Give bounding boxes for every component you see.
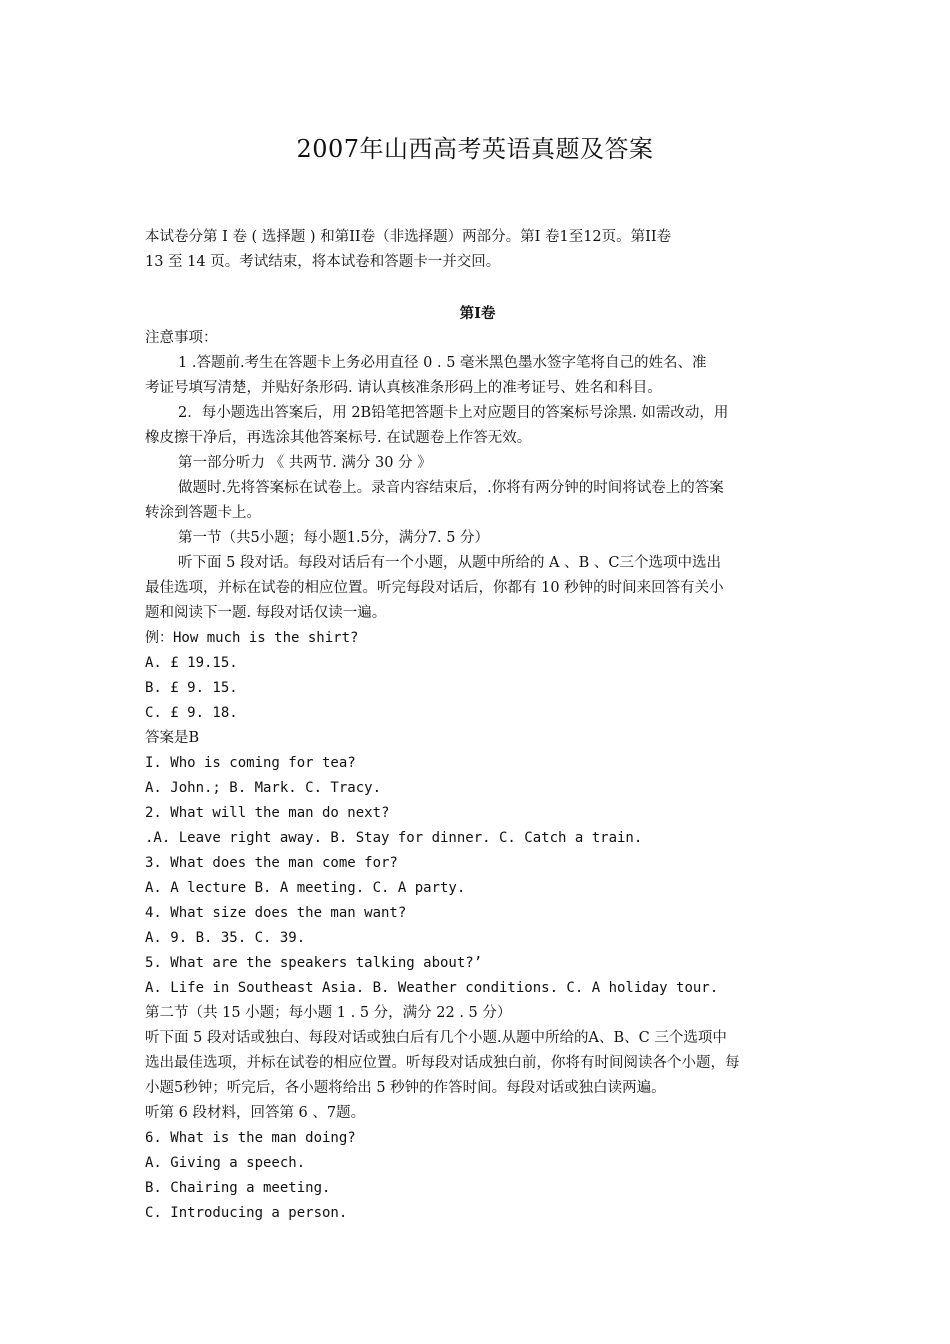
example-question: 例：How much is the shirt? — [145, 630, 359, 646]
question-line: 2. What will the man do next? — [145, 805, 390, 821]
question-6-option-a: A. Giving a speech. — [145, 1155, 306, 1171]
section1-heading: 第一节（共5小题；每小题1.5分，满分7. 5 分） — [178, 530, 490, 546]
notes-heading: 注意事项： — [145, 330, 218, 346]
question-line: .A. Leave right away. B. Stay for dinner. C. Catch a train. — [145, 830, 643, 846]
note-2-line-2: 橡皮擦干净后，再选涂其他答案标号. 在试题卷上作答无效。 — [145, 430, 532, 446]
part1-heading: 第一部分听力 《 共两节. 满分 30 分 》 — [178, 455, 432, 471]
question-line: A. A lecture B. A meeting. C. A party. — [145, 880, 466, 896]
question-line: 3. What does the man come for? — [145, 855, 398, 871]
section2-instructions-line-3: 小题5秒钟；听完后，各小题将给出 5 秒钟的作答时间。每段对话或独白读两遍。 — [145, 1080, 666, 1096]
question-line: A. John.; B. Mark. C. Tracy. — [145, 780, 382, 796]
question-6-option-c: C. Introducing a person. — [145, 1205, 348, 1221]
example-answer: 答案是B — [145, 730, 200, 746]
note-2-line-1: 2．每小题选出答案后，用 2B铅笔把答题卡上对应题目的答案标号涂黑. 如需改动，用 — [178, 405, 729, 421]
spacer — [145, 275, 810, 288]
note-1-line-2: 考证号填写清楚，并贴好条形码. 请认真核准条形码上的准考证号、姓名和科目。 — [145, 380, 662, 396]
section1-instructions-line-1: 听下面 5 段对话。每段对话后有一个小题，从题中所给的 A 、B 、C三个选项中选出 — [178, 555, 721, 571]
material-6-heading: 听第 6 段材料，回答第 6 、7题。 — [145, 1105, 366, 1121]
question-line: A. 9. B. 35. C. 39. — [145, 930, 306, 946]
intro-line-1: 本试卷分第 I 卷 ( 选择题 ) 和第II卷（非选择题）两部分。第I 卷1至12页。第II卷 — [145, 229, 672, 245]
section2-instructions-line-2: 选出最佳选项，并标在试卷的相应位置。听每段对话成独白前，你将有时间阅读各个小题，每 — [145, 1055, 740, 1071]
spacer — [145, 288, 810, 301]
note-1-line-1: 1 .答题前.考生在答题卡上务必用直径 0 . 5 毫米黑色墨水签字笔将自己的姓名、准 — [178, 355, 707, 371]
question-line: A. Life in Southeast Asia. B. Weather conditions. C. A holiday tour. — [145, 980, 719, 996]
question-line: 5. What are the speakers talking about?’ — [145, 955, 483, 971]
section1-instructions-line-3: 题和阅读下一题. 每段对话仅读一遍。 — [145, 605, 387, 621]
section-heading: 第I卷 — [459, 305, 496, 322]
intro-line-2: 13 至 14 页。考试结束，将本试卷和答题卡一并交回。 — [145, 254, 501, 270]
question-6: 6. What is the man doing? — [145, 1130, 356, 1146]
document-title: 2007年山西高考英语真题及答案 — [296, 135, 654, 163]
example-option-b: B. £ 9. 15. — [145, 680, 238, 696]
example-option-a: A. £ 19.15. — [145, 655, 238, 671]
section1-instructions-line-2: 最佳选项，并标在试卷的相应位置。听完每段对话后，你都有 10 秒钟的时间来回答有关小 — [145, 580, 724, 596]
question-6-option-b: B. Chairing a meeting. — [145, 1180, 331, 1196]
document-body — [145, 225, 810, 1226]
part1-instructions-line-1: 做题时.先将答案标在试卷上。录音内容结束后，.你将有两分钟的时间将试卷上的答案 — [178, 480, 724, 496]
example-option-c: C. £ 9. 18. — [145, 705, 238, 721]
section2-instructions-line-1: 听下面 5 段对话或独白、每段对话或独白后有几个小题.从题中所给的A、B、C 三个选项中 — [145, 1030, 727, 1046]
question-line: I. Who is coming for tea? — [145, 755, 356, 771]
section2-heading: 第二节（共 15 小题；每小题 1 . 5 分，满分 22 . 5 分） — [145, 1005, 512, 1021]
question-line: 4. What size does the man want? — [145, 905, 407, 921]
part1-instructions-line-2: 转涂到答题卡上。 — [145, 505, 261, 521]
